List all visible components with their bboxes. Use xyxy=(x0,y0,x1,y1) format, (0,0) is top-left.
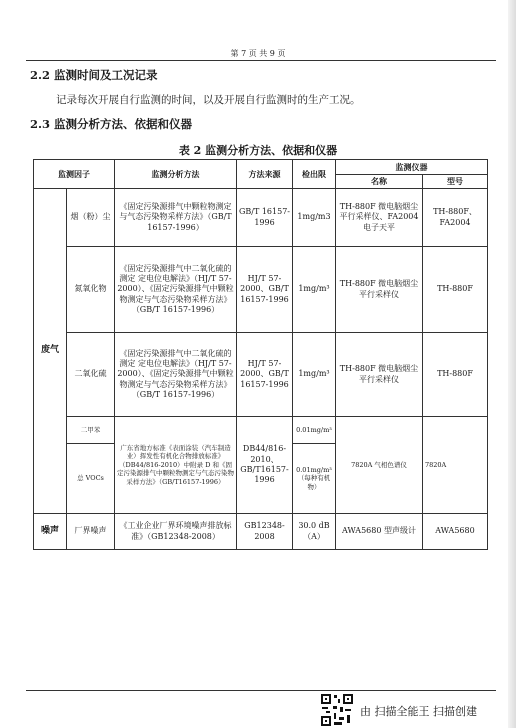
row-source: HJ/T 57-2000、GB/T 16157-1996 xyxy=(237,247,293,333)
row-method: 广东省地方标准《表面涂装（汽车制造业）挥发性有机化合物排放标准》（DB44/816-2010）中附录 D 和《固定污染源排气中颗粒物测定与气态污染物采样方法》（GB/T16157-1996） xyxy=(115,417,237,514)
scan-edge xyxy=(508,0,516,728)
header-factor: 监测因子 xyxy=(34,160,115,189)
page-number: 第 7 页 共 9 页 xyxy=(230,49,286,58)
row-source: GB12348-2008 xyxy=(237,514,293,550)
group-noise: 噪声 xyxy=(34,514,67,550)
row-instrument-name: TH-880F 微电脑烟尘平行采样仪 xyxy=(336,247,423,333)
row-factor: 厂界噪声 xyxy=(67,514,115,550)
row-instrument-model: TH-880F xyxy=(423,247,488,333)
row-method: 《固定污染源排气中颗粒物测定与气态污染物采样方法》（GB/T 16157-1996） xyxy=(115,189,237,247)
header-rule xyxy=(26,60,496,61)
row-factor: 总 VOCs xyxy=(67,444,115,514)
row-method: 《工业企业厂界环境噪声排放标准》（GB12348-2008） xyxy=(115,514,237,550)
section-2-3-title: 2.3 监测分析方法、依据和仪器 xyxy=(30,117,193,131)
row-instrument-name: TH-880F 微电脑烟尘平行采样仪、FA2004 电子天平 xyxy=(336,189,423,247)
row-instrument-model: TH-880F、FA2004 xyxy=(423,189,488,247)
row-method: 《固定污染源排气中二氧化硫的测定 定电位电解法》（HJ/T 57-2000）、《固定污染源排气中颗粒物测定与气态污染物采样方法》（GB/T 16157-1996） xyxy=(115,247,237,333)
table-row xyxy=(34,514,488,550)
row-factor: 二氧化硫 xyxy=(67,333,115,417)
row-method: 《固定污染源排气中二氧化硫的测定 定电位电解法》（HJ/T 57-2000）、《固定污染源排气中颗粒物测定与气态污染物采样方法》（GB/T 16157-1996） xyxy=(115,333,237,417)
qr-code-icon xyxy=(320,693,354,727)
row-instrument-model: AWA5680 xyxy=(423,514,488,550)
section-2-2-body: 记录每次开展自行监测的时间，以及开展自行监测时的生产工况。 xyxy=(56,94,361,106)
row-instrument-name: AWA5680 型声级计 xyxy=(336,514,423,550)
row-limit: 30.0 dB（A） xyxy=(293,514,336,550)
row-factor: 氮氧化物 xyxy=(67,247,115,333)
header-instrument: 监测仪器 xyxy=(336,160,488,175)
row-instrument-model: TH-880F xyxy=(423,333,488,417)
table-row xyxy=(34,417,488,444)
header-source: 方法来源 xyxy=(237,160,293,189)
table-header-row xyxy=(34,160,488,175)
row-instrument-name: TH-880F 微电脑烟尘平行采样仪 xyxy=(336,333,423,417)
row-limit: 0.01mg/m³ xyxy=(293,417,336,444)
group-waste-gas: 废气 xyxy=(34,189,67,514)
row-factor: 烟（粉）尘 xyxy=(67,189,115,247)
row-instrument-name: 7820A 气相色谱仪 xyxy=(336,417,423,514)
row-limit: 0.01mg/m³（每种有机物） xyxy=(293,444,336,514)
table-row xyxy=(34,333,488,417)
row-limit: 1mg/m³ xyxy=(293,333,336,417)
section-2-2-title: 2.2 监测时间及工况记录 xyxy=(30,68,158,82)
row-source: DB44/816-2010、GB/T16157-1996 xyxy=(237,417,293,514)
header-method: 监测分析方法 xyxy=(115,160,237,189)
table-row xyxy=(34,189,488,247)
row-factor: 二甲苯 xyxy=(67,417,115,444)
table-row xyxy=(34,247,488,333)
header-instrument-model: 型号 xyxy=(423,175,488,189)
row-source: HJ/T 57-2000、GB/T 16157-1996 xyxy=(237,333,293,417)
row-limit: 1mg/m³ xyxy=(293,247,336,333)
scanner-brand-text: 由 扫描全能王 扫描创建 xyxy=(360,705,477,718)
header-limit: 检出限 xyxy=(293,160,336,189)
table-caption: 表 2 监测分析方法、依据和仪器 xyxy=(178,144,338,157)
row-instrument-model: 7820A xyxy=(423,417,488,514)
footer-rule xyxy=(26,690,496,691)
row-source: GB/T 16157-1996 xyxy=(237,189,293,247)
header-instrument-name: 名称 xyxy=(336,175,423,189)
row-limit: 1mg/m3 xyxy=(293,189,336,247)
monitoring-methods-table xyxy=(33,159,488,550)
